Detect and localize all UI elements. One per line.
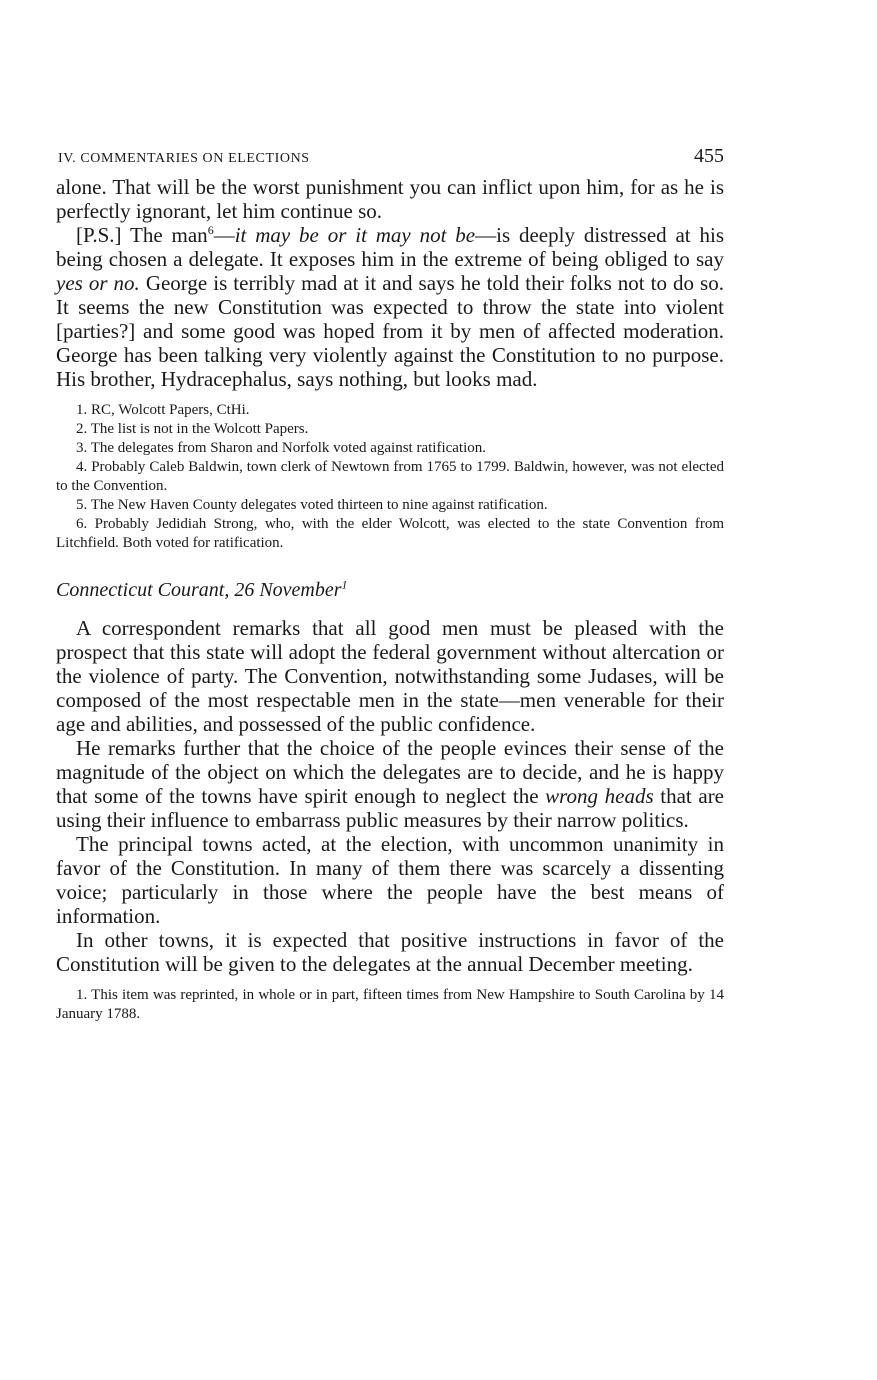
footnote: 1. This item was reprinted, in whole or in part, fifteen times from New Hampshire to South Carolina by 14 January 1788.: [56, 987, 724, 1022]
footnote-ref: 1: [341, 577, 348, 592]
footnote: 4. Probably Caleb Baldwin, town clerk of Newtown from 1765 to 1799. Baldwin, however, was not elected to the Convention.: [56, 459, 724, 494]
ps-text: George is terribly mad at it and says he told their folks not to do so. It seems the new Constitution was expected to throw the state into violent [parties?] and some good was hoped from it by men of affected moderation. George has been talking very violently against the Constitution to no purpose. His brother, Hydracephalus, says nothing, but looks mad.: [56, 271, 724, 391]
section-heading-text: Connecticut Courant, 26 November: [56, 579, 342, 601]
courant-paragraph: The principal towns acted, at the election, with uncommon unanimity in favor of the Constitution. In many of them there was scarcely a dissenting voice; particularly in those where the people have the best means of information.: [56, 832, 724, 928]
footnotes-letter: [56, 401, 724, 553]
letter-text: [56, 175, 724, 391]
running-title: IV. COMMENTARIES ON ELECTIONS: [58, 151, 310, 166]
footnote: 3. The delegates from Sharon and Norfolk voted against ratification.: [76, 440, 487, 456]
footnote: 5. The New Haven County delegates voted thirteen to nine against ratification.: [76, 497, 548, 513]
courant-text-run: He remarks further that the choice of the people evinces their sense of the magnitude of the object on which the delegates are to decide, and he is happy that some of the towns have spirit enough to neglect the: [56, 736, 724, 808]
courant-paragraph: A correspondent remarks that all good men must be pleased with the prospect that this state will adopt the federal government without altercation or the violence of party. The Convention, notwithstanding some Judases, will be composed of the most respectable men in the state—men venerable for their age and abilities, and possessed of the public confidence.: [56, 616, 724, 736]
footnote: 1. RC, Wolcott Papers, CtHi.: [76, 402, 250, 418]
ps-italic-phrase: it may be or it may not be: [234, 223, 476, 247]
courant-paragraph: In other towns, it is expected that positive instructions in favor of the Constitution will be given to the delegates at the annual December meeting.: [56, 928, 724, 976]
postscript-paragraph: [56, 223, 724, 391]
footnote-ref: 6: [207, 223, 214, 237]
ps-text: is deeply distressed at his being chosen a delegate. It exposes him in the extreme of being obliged to say: [56, 223, 725, 271]
courant-paragraph: [56, 736, 724, 832]
section-heading: [56, 579, 724, 602]
courant-text-run: that are using their influence to embarrass public measures by their narrow politics.: [56, 784, 725, 832]
letter-paragraph: alone. That will be the worst punishment you can inflict upon him, for as he is perfectly ignorant, let him continue so.: [56, 175, 724, 223]
footnote: 2. The list is not in the Wolcott Papers.: [76, 421, 309, 437]
courant-italic-phrase: wrong heads: [545, 784, 654, 808]
ps-dash: —: [213, 223, 235, 247]
footnote: 6. Probably Jedidiah Strong, who, with the elder Wolcott, was elected to the state Convention from Litchfield. Both voted for ratification.: [56, 516, 724, 551]
ps-label: [P.S.]: [76, 223, 122, 247]
document-page: [56, 145, 724, 1024]
ps-dash: —: [475, 223, 497, 247]
courant-text: [56, 616, 724, 976]
ps-italic-phrase: yes or no.: [56, 271, 140, 295]
page-number: 455: [694, 145, 724, 167]
footnotes-courant: [56, 986, 724, 1024]
running-head: [56, 145, 724, 175]
ps-text: The man: [130, 223, 208, 247]
